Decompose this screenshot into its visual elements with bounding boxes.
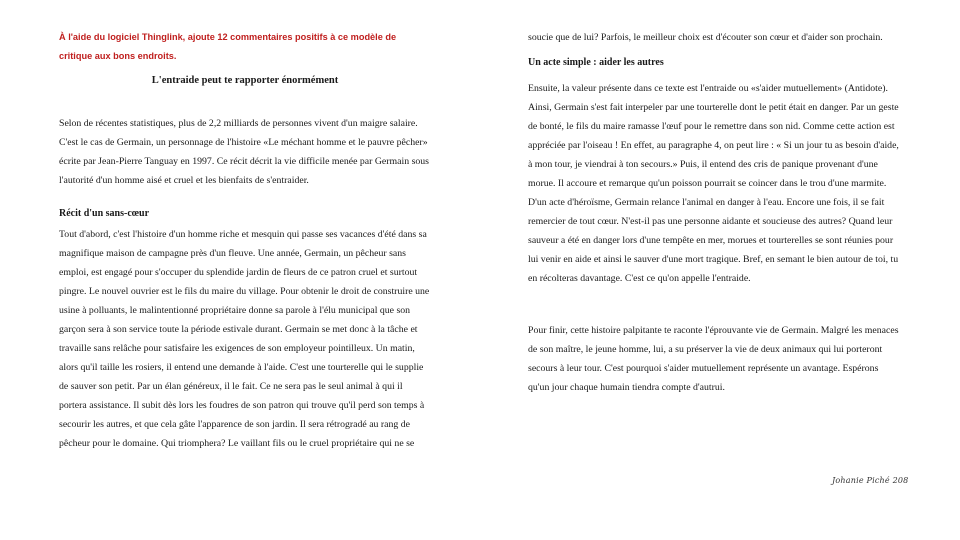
instruction-text: À l'aide du logiciel Thinglink, ajoute 12 commentaires positifs à ce modèle de critique aux bons endroits. <box>59 32 397 61</box>
right-column <box>528 28 900 397</box>
section2-heading: Un acte simple : aider les autres <box>528 57 664 68</box>
section2-body: Ensuite, la valeur présente dans ce texte est l'entraide ou «s'aider mutuellement» (Antidote). Ainsi, Germain s'est fait interpeler par une tourterelle dont le petit était en danger. Par un geste de bonté, le fils du maire ramasse l'œuf pour le remettre dans son nid. Comme cette action est appréciée par l'oiseau ! En effet, au paragraphe 4, on peut lire : « Si un jour tu as besoin d'aide, à mon tour, je viendrai à ton secours.» Puis, il entend des cris de panique provenant d'une morue. Il accoure et remarque qu'un poisson pourrait se coincer dans le trou d'une marmite. D'un acte d'héroïsme, Germain relance l'animal en danger à l'eau. Encore une fois, il se fait remercier de tout cœur. N'est-il pas une personne aidante et soucieuse des autres? Quand leur sauveur a été en danger lors d'une tempête en mer, morues et tourterelles se sont réunies pour lui venir en aide et ainsi le sauver d'une mort tragique. Bref, en semant le bien autour de toi, tu en récolteras davantage. C'est ce qu'on appelle l'entraide. <box>528 83 899 284</box>
section1-heading: Récit d'un sans-cœur <box>59 208 150 219</box>
left-column <box>59 28 431 453</box>
section1-continuation: soucie que de lui? Parfois, le meilleur choix est d'écouter son cœur et d'aider son prochain. <box>528 32 883 43</box>
author-signature: Johanie Piché 208 <box>832 476 909 485</box>
conclusion-paragraph: Pour finir, cette histoire palpitante te raconte l'éprouvante vie de Germain. Malgré les menaces de son maître, le jeune homme, lui, a su préserver la vie de deux animaux qui lui porteront secours à leur tour. C'est pourquoi s'aider mutuellement représente un avantage. Espérons qu'un jour chaque humain tiendra compte d'autrui. <box>528 325 899 393</box>
intro-paragraph: Selon de récentes statistiques, plus de 2,2 milliards de personnes vivent d'un maigre salaire. C'est le cas de Germain, un personnage de l'histoire «Le méchant homme et le pauvre pêcher» écrite par Jean-Pierre Tanguay en 1997. Ce récit décrit la vie difficile menée par Germain sous l'autorité d'un homme aisé et cruel et les bienfaits de s'entraider. <box>59 118 429 186</box>
document-title: L'entraide peut te rapporter énormément <box>151 75 339 86</box>
section1-body: Tout d'abord, c'est l'histoire d'un homme riche et mesquin qui passe ses vacances d'été dans sa magnifique maison de campagne près d'un fleuve. Une année, Germain, un pêcheur sans emploi, est engagé pour s'occuper du splendide jardin de fleurs de ce patron cruel et surtout pingre. Le nouvel ouvrier est le fils du maire du village. Pour obtenir le droit de construire une usine à polluants, le malintentionné propriétaire donne sa parole à l'élu municipal que son garçon sera à son service toute la période estivale durant. Germain se met donc à la tâche et travaille sans relâche pour satisfaire les exigences de son employeur pointilleux. Un matin, alors qu'il taille les rosiers, il entend une demande à l'aide. C'est une tourterelle qui le supplie de sauver son petit. Par un élan généreux, il le fait. Ce ne sera pas le seul animal à qui il portera assistance. Il subit dès lors les foudres de son patron qui trouve qu'il perd son temps à secourir les autres, et que cela gâte l'apparence de son jardin. Il sera rétrogradé au rang de pêcheur pour le domaine. Qui triomphera? Le vaillant fils ou le cruel propriétaire qui ne se <box>59 229 430 449</box>
